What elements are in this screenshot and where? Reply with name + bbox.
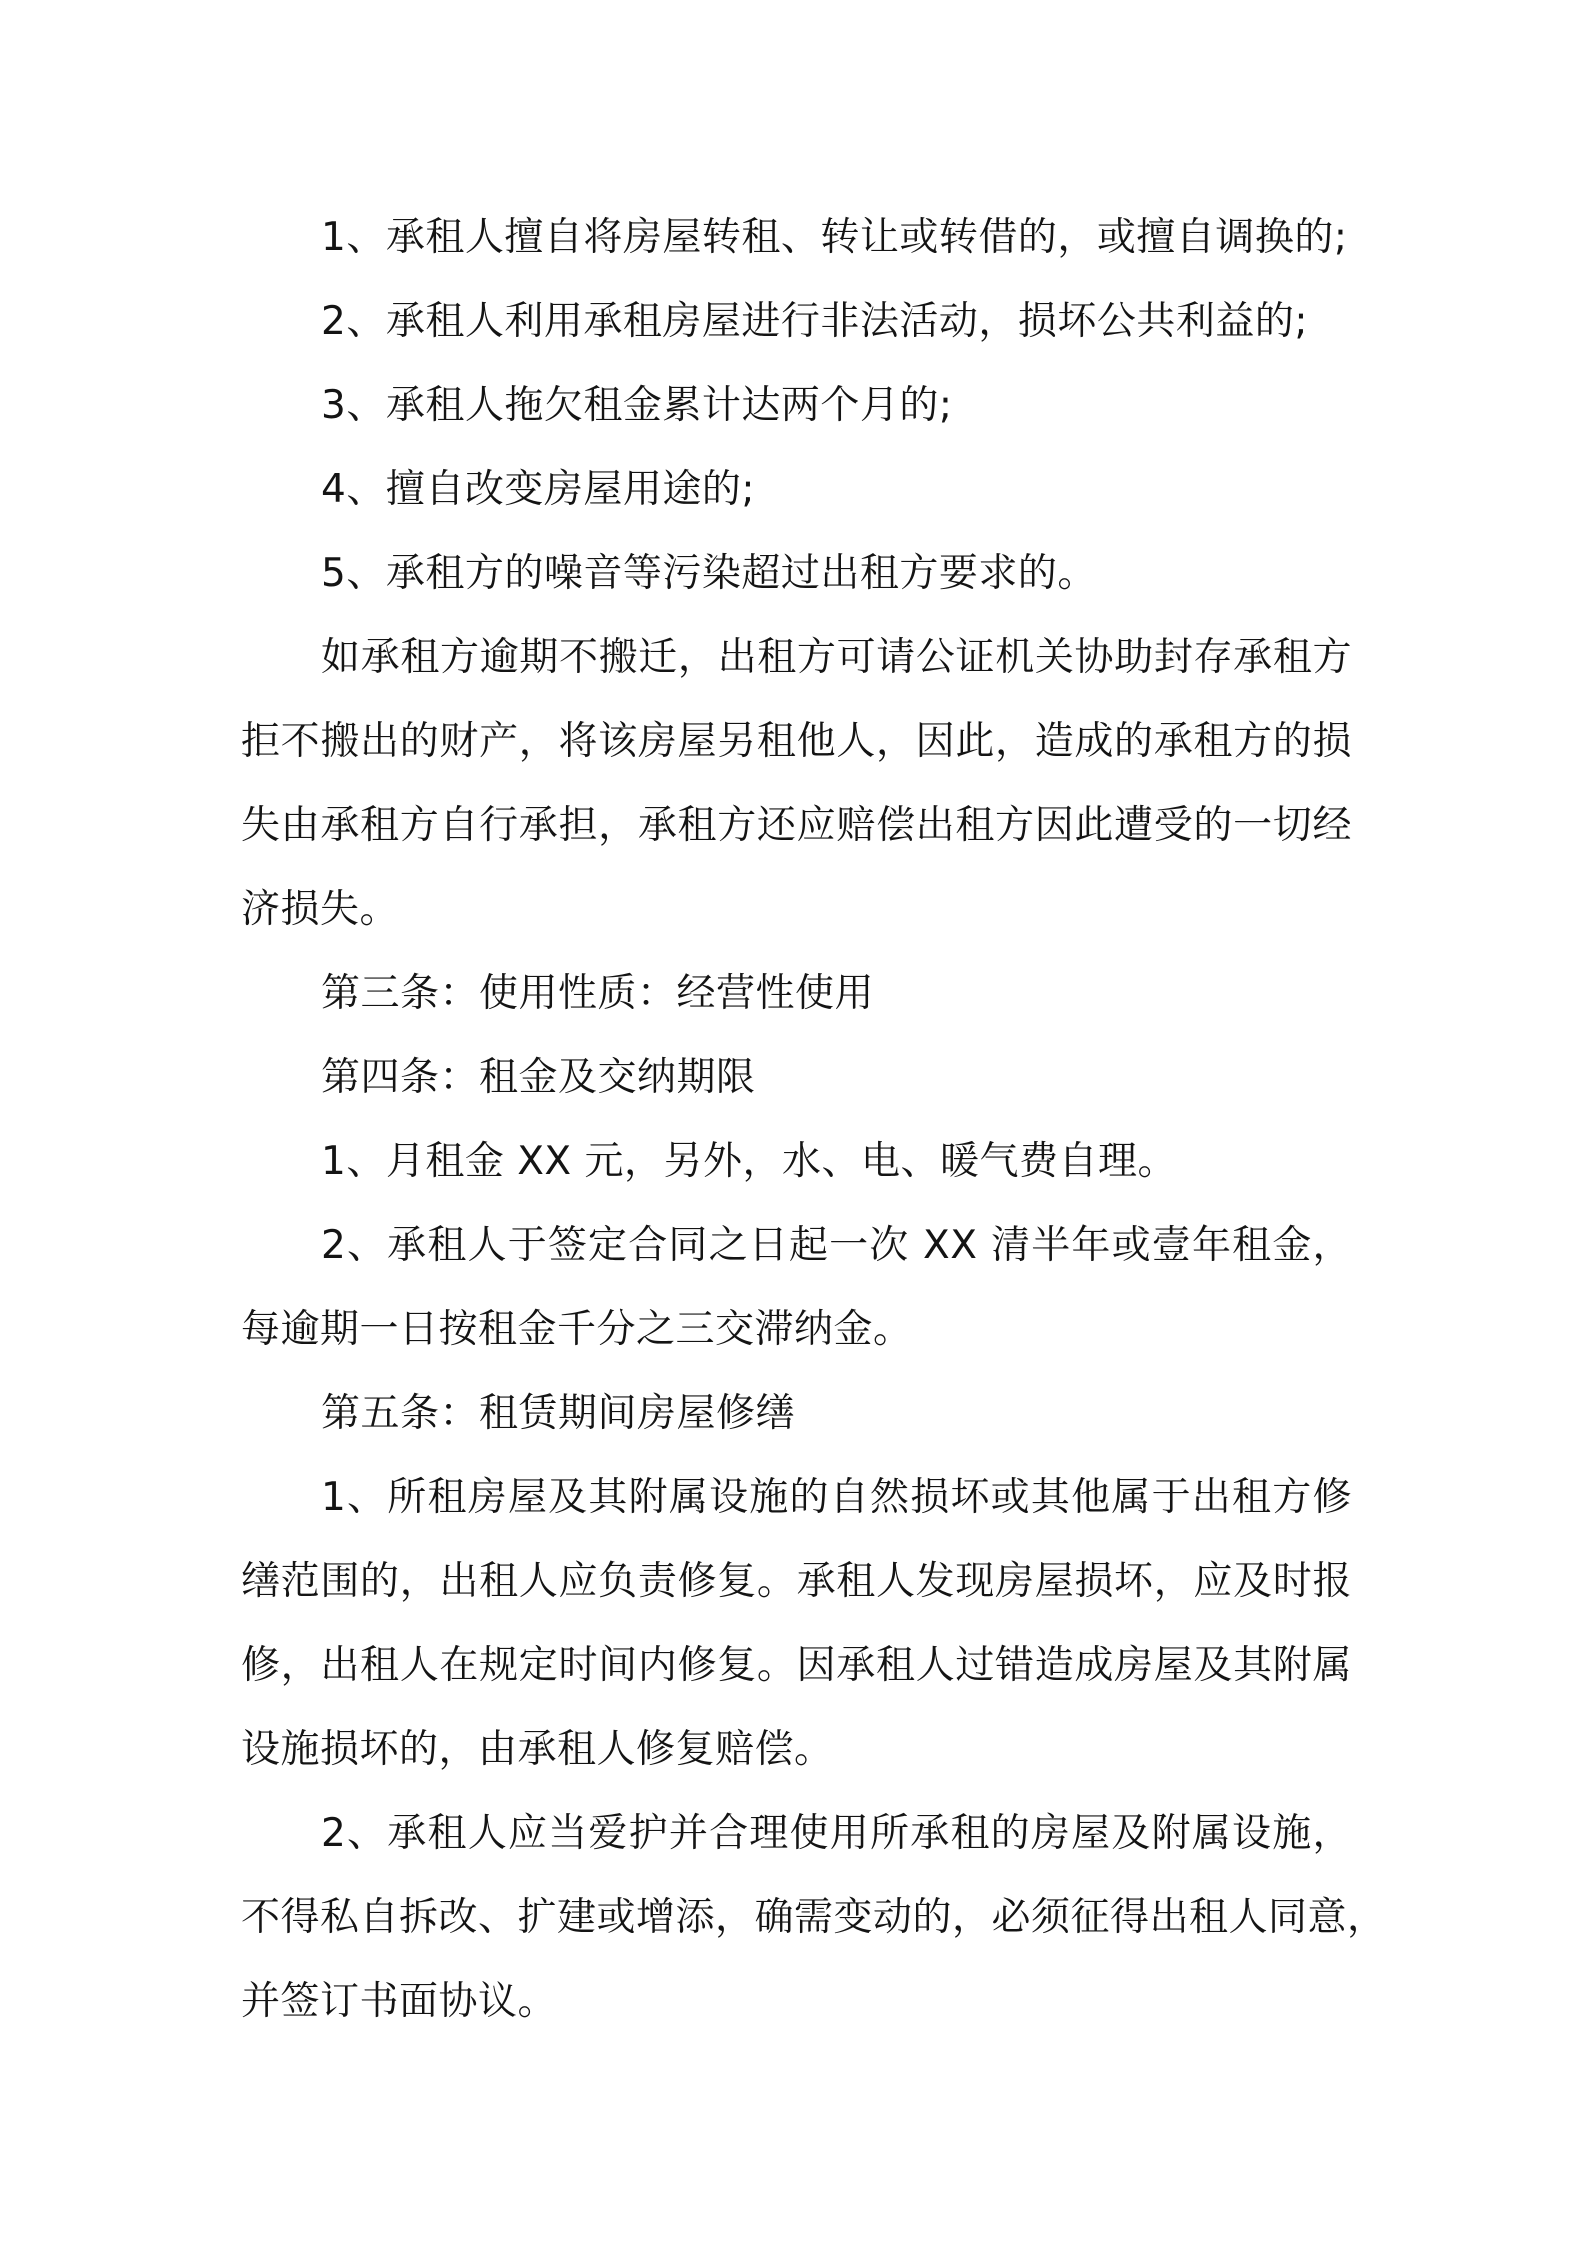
text-line: 不得私自拆改、扩建或增添，确需变动的，必须征得出租人同意， xyxy=(241,1895,1387,1940)
text-line: 1、月租金 XX 元，另外，水、电、暖气费自理。 xyxy=(321,1139,1178,1184)
text-line: 4、擅自改变房屋用途的; xyxy=(321,467,755,512)
text-line: 5、承租方的噪音等污染超过出租方要求的。 xyxy=(321,551,1097,596)
text-line: 2、承租人于签定合同之日起一次 XX 清半年或壹年租金， xyxy=(321,1223,1352,1268)
text-line: 拒不搬出的财产，将该房屋另租他人，因此，造成的承租方的损 xyxy=(241,719,1352,764)
text-line: 1、承租人擅自将房屋转租、转让或转借的，或擅自调换的; xyxy=(321,215,1348,260)
text-line: 1、所租房屋及其附属设施的自然损坏或其他属于出租方修 xyxy=(321,1475,1352,1520)
text-line: 设施损坏的，由承租人修复赔偿。 xyxy=(241,1727,834,1772)
document-body xyxy=(241,196,1387,2044)
text-line: 修，出租人在规定时间内修复。因承租人过错造成房屋及其附属 xyxy=(241,1643,1352,1688)
text-line: 缮范围的，出租人应负责修复。承租人发现房屋损坏，应及时报 xyxy=(241,1559,1352,1604)
text-line: 每逾期一日按租金千分之三交滞纳金。 xyxy=(241,1307,913,1352)
text-line: 并签订书面协议。 xyxy=(241,1979,558,2024)
article-heading: 第四条：租金及交纳期限 xyxy=(321,1055,756,1100)
text-line: 济损失。 xyxy=(241,887,400,932)
text-line: 2、承租人应当爱护并合理使用所承租的房屋及附属设施， xyxy=(321,1811,1352,1856)
text-line: 3、承租人拖欠租金累计达两个月的; xyxy=(321,383,953,428)
article-heading: 第五条：租赁期间房屋修缮 xyxy=(321,1391,796,1436)
text-line: 2、承租人利用承租房屋进行非法活动，损坏公共利益的; xyxy=(321,299,1308,344)
text-line: 如承租方逾期不搬迁，出租方可请公证机关协助封存承租方 xyxy=(321,635,1352,680)
article-heading: 第三条：使用性质：经营性使用 xyxy=(321,971,875,1016)
text-line: 失由承租方自行承担，承租方还应赔偿出租方因此遭受的一切经 xyxy=(241,803,1352,848)
